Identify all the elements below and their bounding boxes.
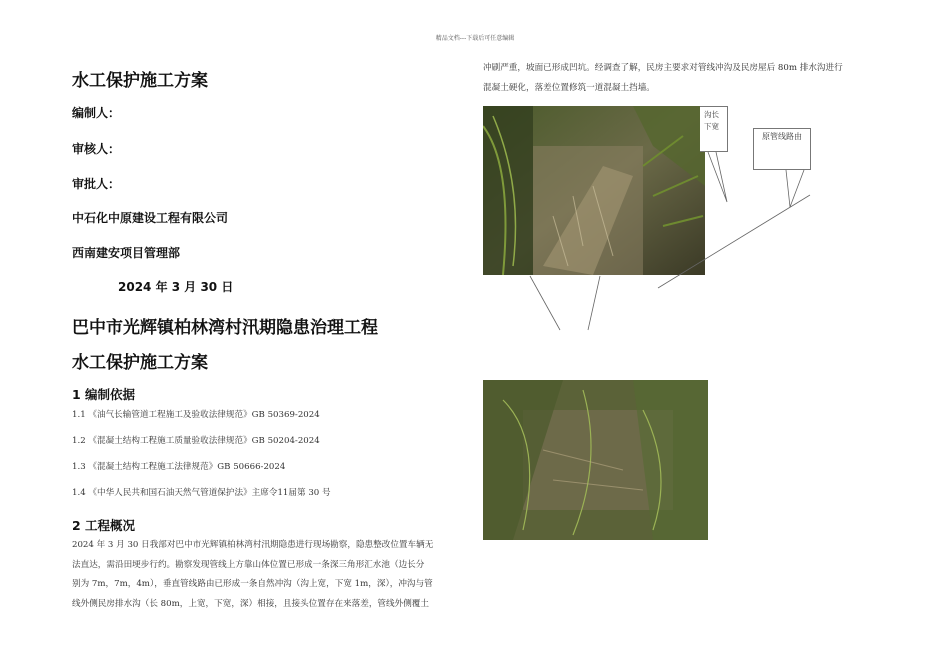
paragraph-line: 2024 年 3 月 30 日我部对巴中市光辉镇柏林湾村汛期隐患进行现场勘察，隐患整改位置车辆无 [72, 540, 434, 550]
company-name: 中石化中原建设工程有限公司 [72, 211, 229, 225]
reference-item: 1.3 《混凝土结构工程施工法律规范》GB 50666-2024 [72, 462, 286, 472]
reference-item: 1.4 《中华人民共和国石油天然气管道保护法》主席令11届第 30 号 [72, 488, 331, 498]
cover-title: 水工保护施工方案 [72, 71, 208, 91]
cover-date: 2024 年 3 月 30 日 [118, 280, 234, 294]
page-header-note: 精品文档---下载后可任意编辑 [435, 35, 515, 42]
paragraph-line: 混凝土硬化，落差位置修筑一道混凝土挡墙。 [483, 82, 655, 93]
department-name: 西南建安项目管理部 [72, 246, 181, 260]
callout-pipeline-route: 原管线路由 [753, 128, 811, 170]
doc-title-line1: 巴中市光辉镇柏林湾村汛期隐患治理工程 [72, 318, 378, 338]
callout-ditch: 沟长 下宽 [700, 106, 728, 152]
approved-by-label: 审批人： [72, 177, 121, 191]
section1-heading: 1 编制依据 [72, 387, 136, 402]
reference-item: 1.2 《混凝土结构工程施工质量验收法律规范》GB 50204-2024 [72, 436, 320, 446]
paragraph-line: 冲刷严重，坡面已形成凹坑。经调查了解，民房主要求对管线冲沟及民房屋后 80m 排水沟进行 [483, 63, 843, 73]
doc-title-line2: 水工保护施工方案 [72, 353, 208, 373]
prepared-by-label: 编制人： [72, 106, 121, 120]
reference-item: 1.1 《油气长输管道工程施工及验收法律规范》GB 50369-2024 [72, 410, 320, 420]
reviewed-by-label: 审核人： [72, 142, 121, 156]
section2-heading: 2 工程概况 [72, 518, 136, 533]
paragraph-line: 别为 7m，7m，4m），垂直管线路由已形成一条自然冲沟（沟上宽，下宽 1m，深），冲沟与管 [72, 579, 433, 589]
paragraph-line: 线外侧民房排水沟（长 80m，上宽，下宽，深）相接，且接头位置存在来落差，管线外侧覆土 [72, 598, 429, 609]
paragraph-line: 法直达，需沿田埂步行约。勘察发现管线上方靠山体位置已形成一条深三角形汇水池（边长分 [72, 559, 425, 570]
